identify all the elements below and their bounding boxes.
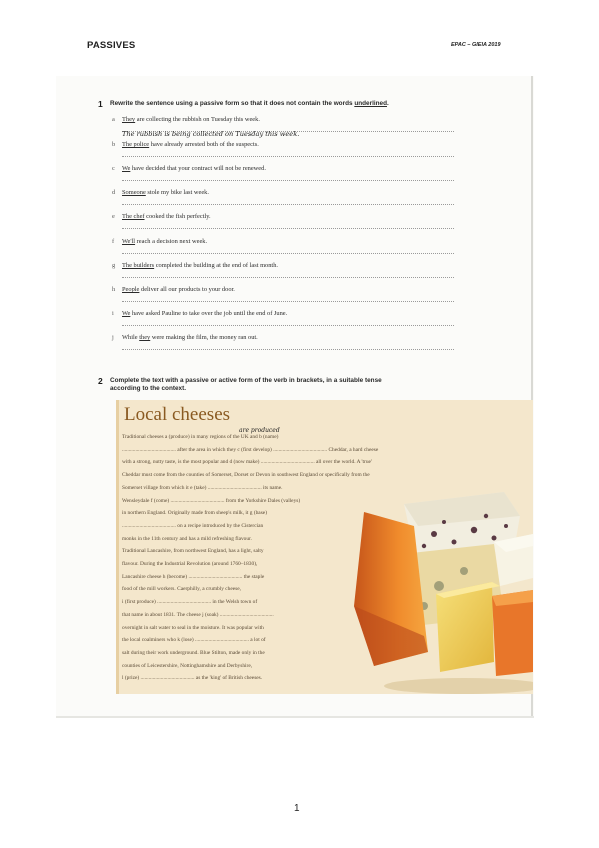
item-underlined-word: People <box>122 286 140 293</box>
cheese-text-line: counties of Leicestershire, Nottinghamshire and Derbyshire, <box>122 662 253 669</box>
item-sentence <box>122 262 278 269</box>
exercise-2-number: 2 <box>98 376 103 386</box>
item-letter: b <box>112 141 116 148</box>
item-sentence-rest: stole my bike last week. <box>145 189 209 196</box>
exercise-2-instruction: Complete the text with a passive or active form of the verb in brackets, in a suitable tense according to the context. <box>110 377 382 392</box>
page-number: 1 <box>294 803 300 814</box>
item-sentence <box>122 213 211 220</box>
answer-line[interactable] <box>122 253 454 254</box>
cheese-text-line: that name in about 1831. The cheese j (soak) ........................................ <box>122 611 274 618</box>
item-sentence <box>122 116 260 123</box>
item-sentence <box>122 238 207 245</box>
item-sentence-rest: reach a decision next week. <box>135 238 208 245</box>
cheese-text-line: food of the mill workers. Caerphilly, a crumbly cheese, <box>122 586 241 593</box>
item-underlined-word: Someone <box>122 189 146 196</box>
cheese-text-line: with a strong, nutty taste, is the most popular and d (now make) ........................................ all over the world. A 'true' <box>122 459 372 466</box>
item-sentence <box>122 189 209 196</box>
exercise-1-item <box>112 286 452 300</box>
cheese-text-line: Wensleydale f (come) ........................................ from the Yorkshire Dales (valleys) <box>122 497 301 504</box>
answer-line[interactable] <box>122 325 454 326</box>
item-sentence <box>122 334 258 341</box>
cheese-text-line: Traditional Lancashire, from northwest England, has a light, salty <box>122 548 264 555</box>
exercise-1-item <box>112 189 452 203</box>
item-underlined-word: The chef <box>122 213 145 220</box>
cheese-text-line: Cheddar must come from the counties of Somerset, Dorset or Devon in southwest England or specifically from the <box>122 472 370 479</box>
exercise-1-number: 1 <box>98 99 103 109</box>
cheese-text-line: l (prize) ........................................ as the 'king' of British cheeses. <box>122 675 263 682</box>
cheese-text-line: salt during their work underground. Blue Stilton, made only in the <box>122 649 265 656</box>
item-underlined-word: We'll <box>122 238 136 245</box>
exercise-1-item <box>112 141 452 155</box>
item-sentence <box>122 141 259 148</box>
handwritten-answer-a: The rubbish is being collected on Tuesday this week. <box>122 130 300 138</box>
cheese-text-line: Lancashire cheese h (become) ........................................ the staple <box>122 573 265 580</box>
handwritten-answer-cheese-a: are produced <box>239 427 280 434</box>
item-letter: c <box>112 165 115 172</box>
cheese-text-line: Somerset village from which it e (take) ........................................ its name. <box>122 484 283 491</box>
item-underlined-word: The police <box>122 141 150 148</box>
item-letter: f <box>112 238 115 245</box>
item-sentence <box>122 165 266 172</box>
cheese-text-line: in northern England. Originally made from sheep's milk, it g (base) <box>122 510 267 517</box>
answer-line[interactable] <box>122 180 454 181</box>
cheese-illustration <box>344 486 533 694</box>
item-letter: h <box>112 286 116 293</box>
exercise-1-item <box>112 116 452 130</box>
item-sentence-rest: have decided that your contract will not be renewed. <box>130 165 266 172</box>
cheese-text-line: monks in the 11th century and has a mild refreshing flavour. <box>122 535 252 542</box>
item-sentence-rest: were making the film, the money ran out. <box>150 334 258 341</box>
item-sentence-rest: cooked the fish perfectly. <box>144 213 211 220</box>
cheese-text-line: flavour. During the Industrial Revolution (around 1760–1830), <box>122 561 258 567</box>
answer-line[interactable] <box>122 301 454 302</box>
cheese-text-line: Traditional cheeses a (produce) in many regions of the UK and b (name) <box>122 434 279 440</box>
exercise-1-item <box>112 238 452 252</box>
item-sentence <box>122 310 287 317</box>
item-letter: e <box>112 213 115 220</box>
page-header-course: EPAC – GIEIA 2019 <box>451 42 501 48</box>
exercise-1-item <box>112 334 452 348</box>
exercise-1-instruction: Rewrite the sentence using a passive form so that it does not contain the words underlined. <box>110 100 389 107</box>
item-underlined-word: They <box>122 116 136 123</box>
scan-shadow <box>56 716 534 718</box>
answer-line[interactable] <box>122 228 454 229</box>
item-letter: i <box>112 310 114 317</box>
exercise-1-item <box>112 262 452 276</box>
answer-line[interactable] <box>122 277 454 278</box>
item-sentence-rest: deliver all our products to your door. <box>139 286 235 293</box>
item-sentence-rest: have asked Pauline to take over the job until the end of June. <box>130 310 288 317</box>
item-sentence-rest: are collecting the rubbish on Tuesday this week. <box>135 116 260 123</box>
answer-line[interactable] <box>122 204 454 205</box>
item-letter: j <box>112 334 114 341</box>
answer-line[interactable] <box>122 156 454 157</box>
item-sentence <box>122 286 235 293</box>
cheese-panel-edge <box>116 400 119 694</box>
item-sentence-rest: completed the building at the end of last month. <box>154 262 279 269</box>
exercise-1-item <box>112 213 452 227</box>
answer-line[interactable] <box>122 349 454 350</box>
item-letter: a <box>112 116 115 123</box>
cheese-text-line: i (first produce) ........................................ in the Welsh town of <box>122 599 258 606</box>
item-underlined-word: We <box>122 165 131 172</box>
cheese-text-line: ........................................ after the area in which they c (first develop) ........................................ Cheddar, a hard cheese <box>122 446 379 453</box>
cheese-text-line: the local coalminers who k (lose) ........................................ a lot of <box>122 637 266 644</box>
item-underlined-word: they <box>139 334 151 341</box>
exercise-1-item <box>112 310 452 324</box>
item-sentence-prefix: While <box>122 334 140 341</box>
item-sentence-rest: have already arrested both of the suspects. <box>149 141 259 148</box>
item-letter: d <box>112 189 116 196</box>
page-header-title: PASSIVES <box>87 40 136 51</box>
cheese-text-line: overnight in salt water to seal in the moisture. It was popular with <box>122 624 264 631</box>
exercise-1-item <box>112 165 452 179</box>
item-underlined-word: We <box>122 310 131 317</box>
cheese-article-title: Local cheeses <box>124 404 231 425</box>
item-underlined-word: The builders <box>122 262 155 269</box>
cheese-text-line: ........................................ on a recipe introduced by the Cistercian <box>122 522 264 529</box>
item-letter: g <box>112 262 116 269</box>
